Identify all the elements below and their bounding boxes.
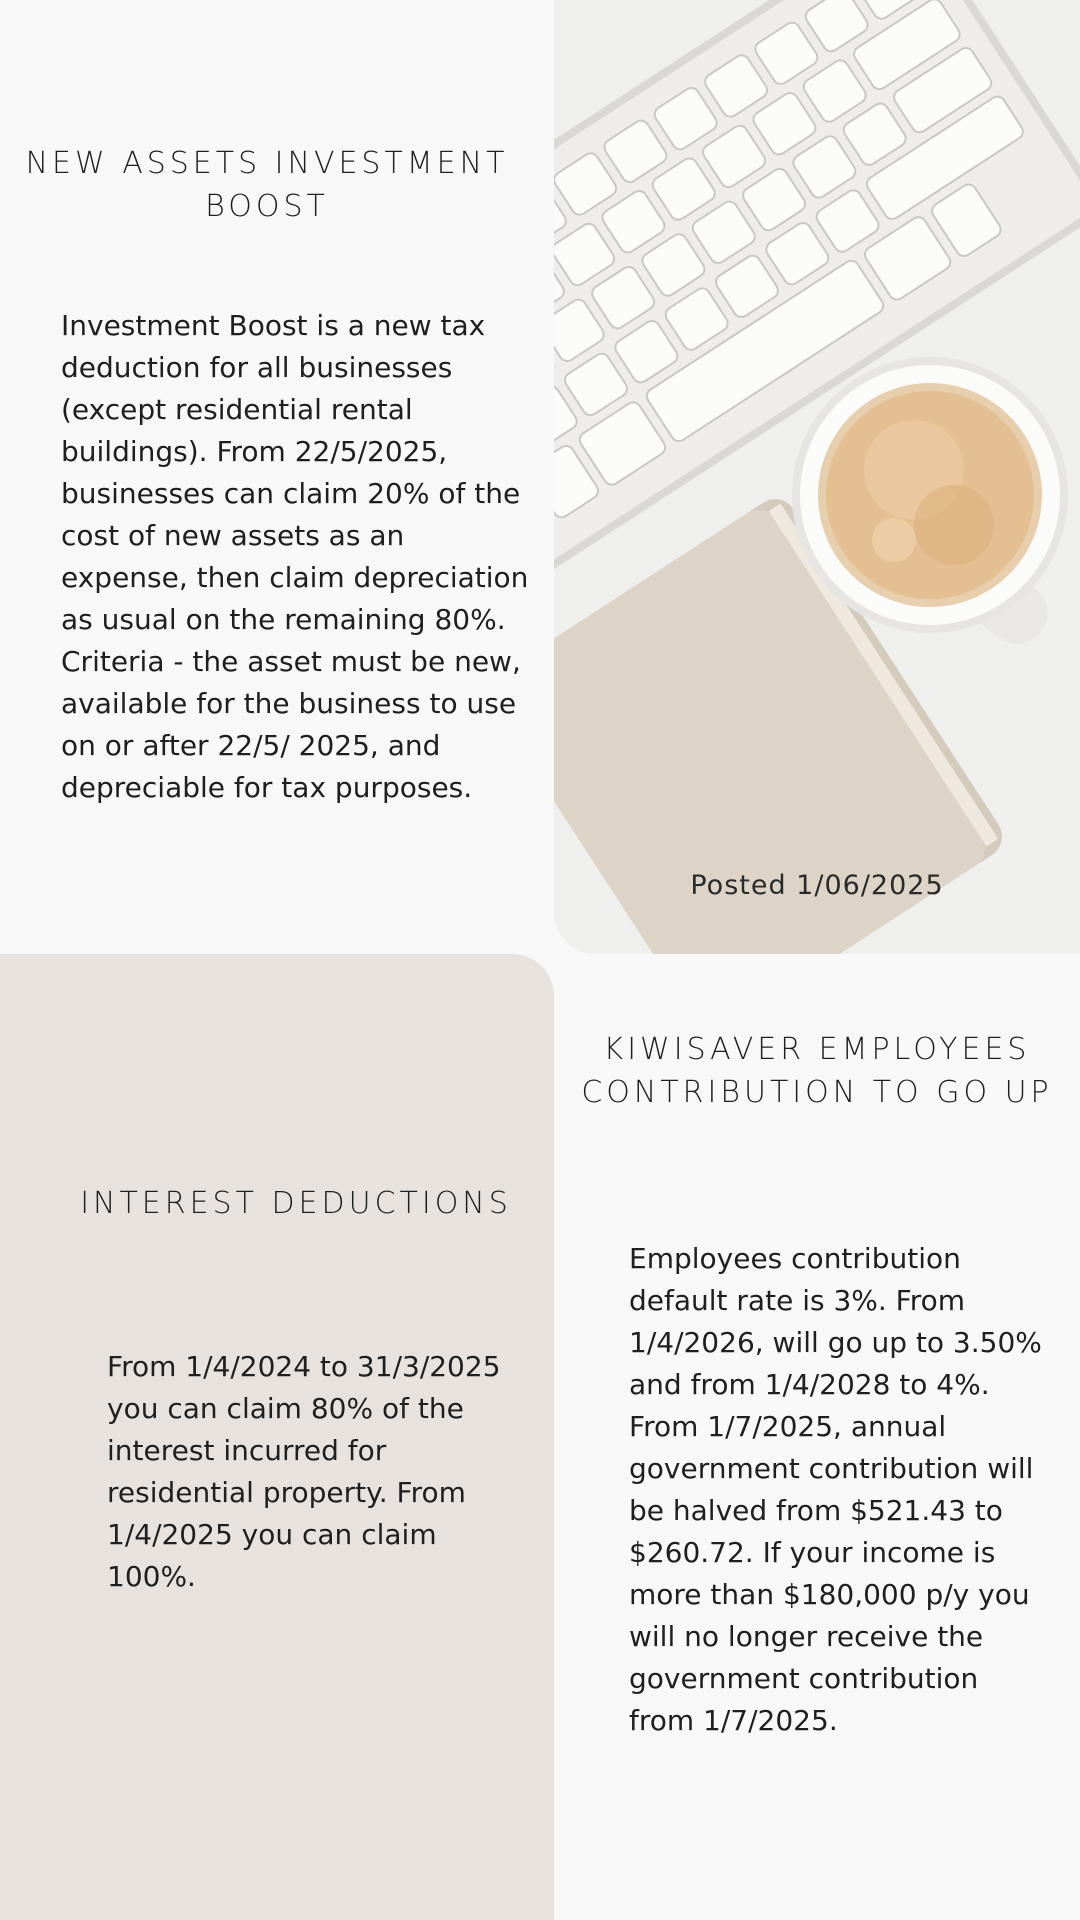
interest-deductions-card bbox=[0, 954, 554, 1920]
investment-boost-title: NEW ASSETS INVESTMENT BOOST bbox=[25, 146, 509, 224]
investment-boost-body: Investment Boost is a new tax deduction for all businesses (except residential rental buildings). From 22/5/2025, businesses can claim 20% of the cost of new assets as an expense, then claim depreciation as usual on the remaining 80%. Criteria - the asset must be new, available for the business to use on or after 22/5/ 2025, and depreciable for tax purposes. bbox=[61, 309, 529, 804]
kiwisaver-title: KIWISAVER EMPLOYEES CONTRIBUTION TO GO UP bbox=[581, 1032, 1053, 1110]
interest-deductions-title: INTEREST DEDUCTIONS bbox=[80, 1186, 512, 1221]
kiwisaver-card bbox=[554, 954, 1080, 1920]
investment-boost-card bbox=[0, 0, 554, 954]
kiwisaver-body: Employees contribution default rate is 3%. From 1/4/2026, will go up to 3.50% and from 1/4/2028 to 4%. From 1/7/2025, annual government contribution will be halved from $521.43 to $260.72. If your income is more than $180,000 p/y you will no longer receive the government contribution from 1/7/2025. bbox=[629, 1242, 1042, 1737]
keyboard-coffee-photo bbox=[554, 0, 1080, 954]
photo-illustration bbox=[554, 0, 1080, 954]
interest-deductions-body: From 1/4/2024 to 31/3/2025 you can claim 80% of the interest incurred for residential property. From 1/4/2025 you can claim 100%. bbox=[107, 1350, 501, 1593]
posted-date: Posted 1/06/2025 bbox=[690, 870, 944, 901]
